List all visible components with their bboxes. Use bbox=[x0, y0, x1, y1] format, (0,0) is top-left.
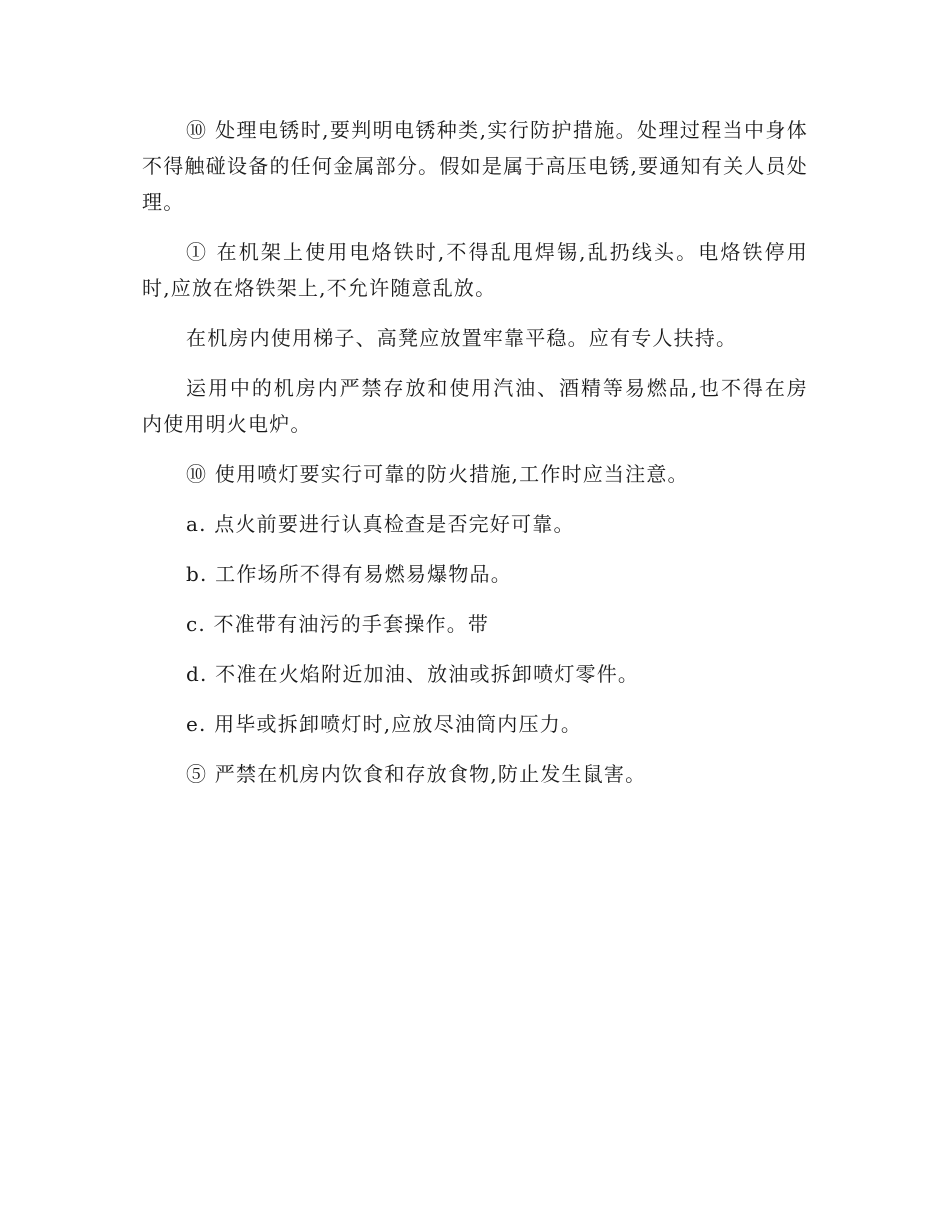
paragraph-flammables: 运用中的机房内严禁存放和使用汽油、酒精等易燃品,也不得在房内使用明火电炉。 bbox=[142, 376, 808, 436]
paragraph-blowtorch: ⑩ 使用喷灯要实行可靠的防火措施,工作时应当注意。 bbox=[186, 462, 689, 486]
list-item-c: c. 不准带有油污的手套操作。带 bbox=[186, 612, 490, 636]
paragraph-soldering-iron: ① 在机架上使用电烙铁时,不得乱甩焊锡,乱扔线头。电烙铁停用时,应放在烙铁架上,不允许随意乱放。 bbox=[142, 240, 808, 300]
list-item-a: a. 点火前要进行认真检查是否完好可靠。 bbox=[186, 512, 575, 536]
paragraph-electric-rust: ⑩ 处理电锈时,要判明电锈种类,实行防护措施。处理过程当中身体不得触碰设备的任何金属部分。假如是属于高压电锈,要通知有关人员处理。 bbox=[142, 118, 808, 214]
list-item-e: e. 用毕或拆卸喷灯时,应放尽油筒内压力。 bbox=[186, 712, 583, 736]
paragraph-ladders: 在机房内使用梯子、高凳应放置牢靠平稳。应有专人扶持。 bbox=[186, 326, 738, 350]
list-item-d: d. 不准在火焰附近加油、放油或拆卸喷灯零件。 bbox=[186, 662, 640, 686]
paragraph-no-food: ⑤ 严禁在机房内饮食和存放食物,防止发生鼠害。 bbox=[186, 762, 647, 786]
document-body bbox=[142, 112, 808, 806]
list-item-b: b. 工作场所不得有易燃易爆物品。 bbox=[186, 562, 512, 586]
